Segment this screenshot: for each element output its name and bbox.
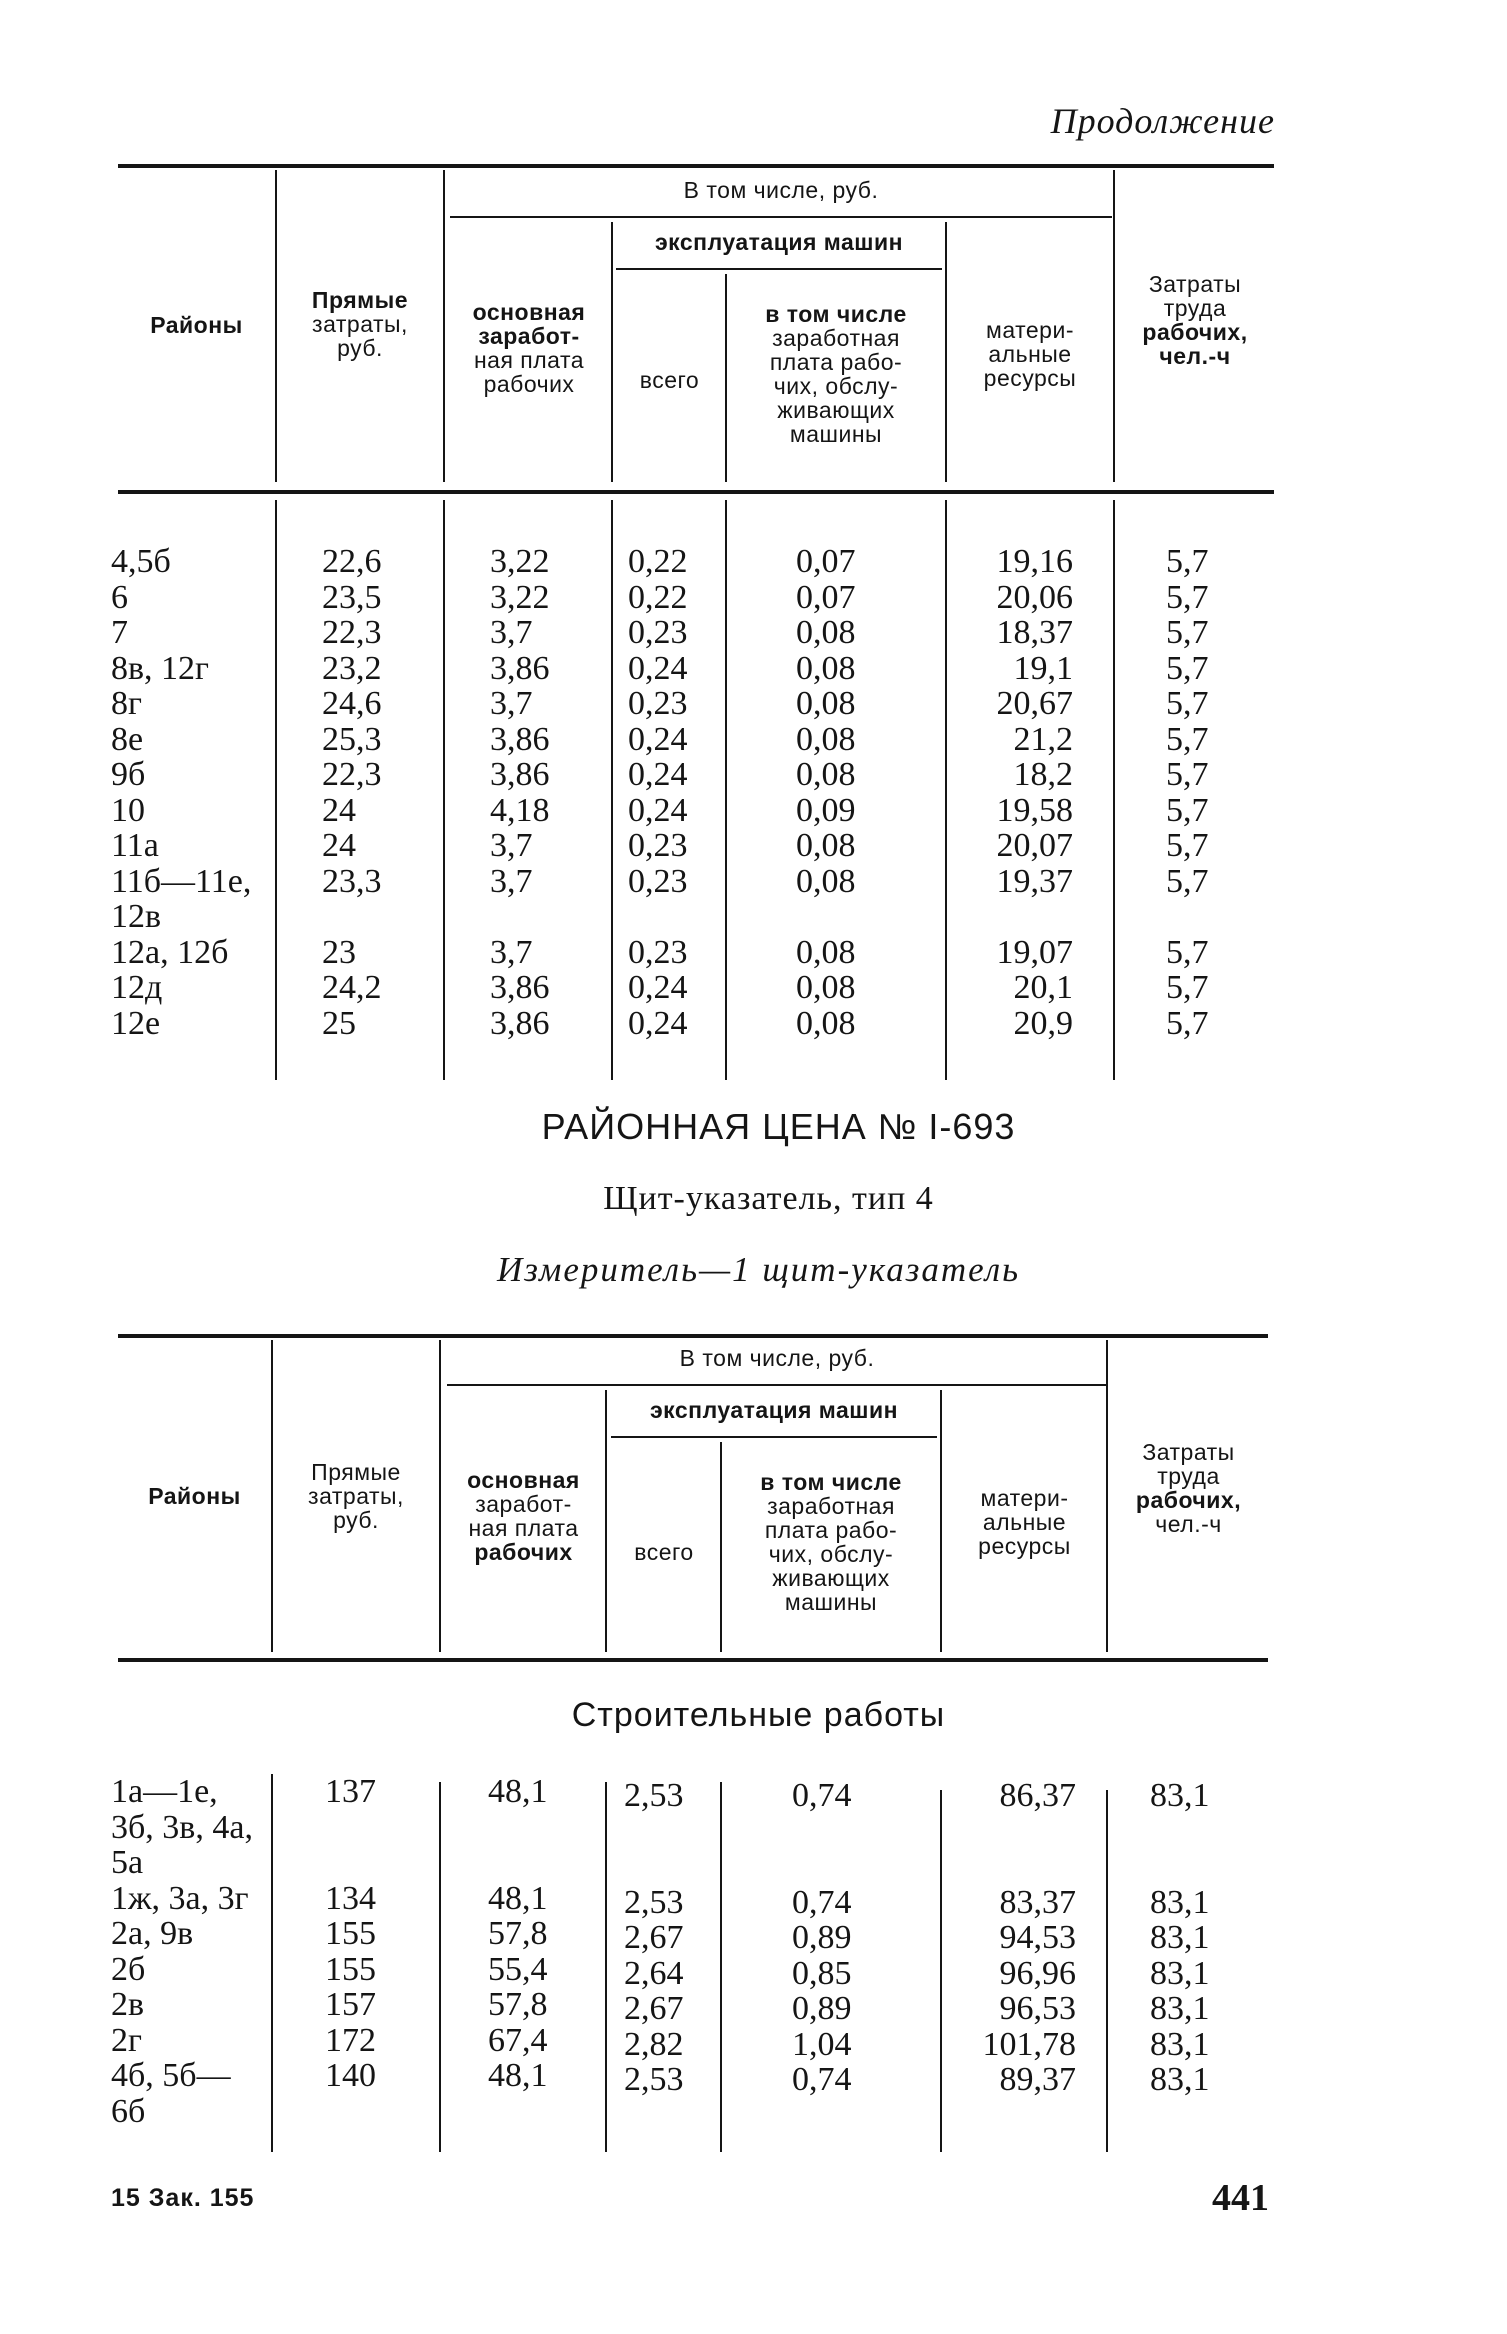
table2-col-materials: матери- альные ресурсы	[978, 1485, 1071, 1559]
table1-col-direct: Прямые затраты, руб.	[311, 287, 409, 361]
table1-col-materials: матери- альные ресурсы	[983, 317, 1077, 391]
table-cell-wages	[488, 1810, 548, 1846]
table-cell-materials: 18,37	[996, 614, 1073, 651]
table-cell-machines-wages: 0,74	[792, 1777, 852, 1814]
table-cell-machines-total: 0,22	[628, 543, 688, 580]
table-cell-regions: 12д	[111, 969, 163, 1006]
table-cell-materials	[945, 899, 1073, 935]
table-cell-materials: 19,07	[996, 933, 1073, 971]
table-cell-machines-total: 0,23	[628, 614, 688, 651]
footer-print-note: 15 Зак. 155	[111, 2184, 255, 2212]
table-cell-direct: 23,2	[322, 649, 382, 687]
table1-col-region: Районы	[150, 312, 243, 338]
table1-machines-total-column	[628, 544, 688, 1041]
table-cell-machines-wages	[796, 899, 856, 935]
table2-col-region: Районы	[148, 1483, 241, 1509]
table2-col-wages: основная заработ- ная плата рабочих	[467, 1467, 580, 1565]
table-cell-machines-wages: 0,08	[796, 649, 856, 687]
table-cell-direct: 155	[325, 1915, 376, 1952]
table-cell-wages	[488, 2094, 548, 2130]
table-cell-machines-total: 2,64	[624, 1954, 684, 1992]
continued-label: Продолжение	[1050, 101, 1275, 141]
table-cell-materials: 83,37	[999, 1883, 1076, 1921]
table-cell-regions: 6	[111, 578, 128, 616]
table-cell-machines-total: 0,23	[628, 685, 688, 722]
page-number: 441	[1212, 2177, 1269, 2219]
table-cell-machines-total: 2,53	[624, 2061, 684, 2098]
table-cell-direct: 22,3	[322, 756, 382, 793]
table-cell-direct	[322, 899, 382, 935]
table-cell-regions: 11б—11е,	[111, 862, 252, 900]
table-cell-direct: 23,3	[322, 862, 382, 900]
table-cell-machines-wages: 0,09	[796, 791, 856, 829]
table2-header-vline	[940, 1390, 942, 1652]
table-cell-labor: 5,7	[1166, 614, 1209, 651]
table1-header-vline	[1113, 170, 1115, 482]
table-cell-machines-wages: 0,89	[792, 1919, 852, 1956]
table2-machines-wages-column	[792, 1778, 852, 2133]
table1-labor-column	[1166, 544, 1209, 1041]
table1-header-vline	[945, 222, 947, 482]
price-title: РАЙОННАЯ ЦЕНА № I-693	[541, 1106, 1016, 1147]
table-cell-wages: 3,7	[490, 614, 533, 651]
table1-header-vline	[725, 274, 727, 482]
table-cell-regions: 11а	[111, 827, 159, 864]
table2-col-labor: Затраты труда рабочих, чел.-ч	[1135, 1439, 1242, 1537]
table-cell-machines-total: 2,67	[624, 1990, 684, 2027]
table-cell-labor: 5,7	[1166, 1004, 1209, 1042]
table-cell-materials: 20,9	[1013, 1004, 1073, 1042]
table-cell-direct: 24,2	[322, 969, 382, 1006]
table-cell-machines-total: 2,53	[624, 1883, 684, 1921]
table-cell-wages: 48,1	[488, 1773, 548, 1810]
table2-body-vline	[605, 1782, 607, 2152]
table-cell-regions: 2в	[111, 1986, 145, 2023]
table2-machines-title: эксплуатация машин	[649, 1397, 899, 1423]
table-cell-materials: 96,53	[999, 1990, 1076, 2027]
table-cell-labor: 5,7	[1166, 791, 1209, 829]
table-cell-machines-wages	[792, 1814, 852, 1850]
table2-regions-column	[111, 1774, 253, 2129]
table1-col-machines-total: всего	[639, 367, 700, 393]
table-cell-machines-total: 0,24	[628, 969, 688, 1006]
table-cell-materials: 20,07	[996, 827, 1073, 864]
table-cell-machines-total: 0,24	[628, 720, 688, 758]
table2-incl-title: В том числе, руб.	[679, 1345, 875, 1371]
table-cell-wages: 67,4	[488, 2021, 548, 2059]
table-cell-labor: 83,1	[1150, 2061, 1210, 2098]
table1-direct-column	[322, 544, 382, 1041]
table1-header-vline	[443, 170, 445, 482]
table-cell-materials: 94,53	[999, 1919, 1076, 1956]
table-cell-wages: 48,1	[488, 2057, 548, 2094]
table-cell-labor: 83,1	[1150, 1883, 1210, 1921]
table-cell-wages: 48,1	[488, 1879, 548, 1917]
table-cell-materials: 20,67	[996, 685, 1073, 722]
table-cell-materials: 86,37	[999, 1777, 1076, 1814]
table1-body-vline	[443, 500, 445, 1080]
table-cell-regions: 12е	[111, 1004, 161, 1042]
table-cell-wages: 3,86	[490, 969, 550, 1006]
table-cell-materials: 21,2	[1013, 720, 1073, 758]
table-cell-direct	[325, 1845, 376, 1881]
table-cell-regions: 8г	[111, 685, 142, 722]
table-cell-machines-wages: 0,07	[796, 578, 856, 616]
table-cell-regions: 12в	[111, 898, 162, 935]
table-cell-direct: 22,3	[322, 614, 382, 651]
table1-body-vline	[275, 500, 277, 1080]
table1-header-vline	[275, 170, 277, 482]
table2-col-machines-wages: в том числе заработная плата рабо- чих, обслу- живающих машины	[760, 1469, 902, 1615]
table-cell-machines-wages: 0,08	[796, 1004, 856, 1042]
table-cell-direct: 25	[322, 1004, 356, 1042]
table-cell-machines-total: 2,53	[624, 1777, 684, 1814]
table-cell-wages: 55,4	[488, 1950, 548, 1988]
table-cell-regions: 7	[111, 614, 128, 651]
table-cell-wages: 3,86	[490, 720, 550, 758]
section-title: Строительные работы	[571, 1696, 946, 1734]
table-cell-regions: 9б	[111, 756, 146, 793]
table-cell-regions: 4,5б	[111, 543, 171, 580]
table-cell-regions: 2б	[111, 1950, 146, 1988]
table-cell-labor: 5,7	[1166, 720, 1209, 758]
table2-header-vline	[605, 1390, 607, 1652]
table-cell-materials: 18,2	[1013, 756, 1073, 793]
table-cell-labor: 83,1	[1150, 2025, 1210, 2063]
table-cell-materials: 20,06	[996, 578, 1073, 616]
table-cell-direct: 24,6	[322, 685, 382, 722]
table-cell-wages: 4,18	[490, 791, 550, 829]
table-cell-materials: 19,16	[996, 543, 1073, 580]
table-cell-direct: 24	[322, 827, 356, 864]
table1-col-wages: основная заработ- ная плата рабочих	[472, 299, 586, 397]
table1-incl-rule	[450, 216, 1112, 218]
table2-header-vline	[439, 1340, 441, 1652]
table-cell-materials: 101,78	[982, 2025, 1076, 2063]
table-cell-machines-wages: 1,04	[792, 2025, 852, 2063]
table-cell-materials: 19,58	[996, 791, 1073, 829]
table2-body-vline	[439, 1782, 441, 2152]
table-cell-regions: 8е	[111, 720, 144, 758]
table-cell-machines-wages: 0,08	[796, 933, 856, 971]
table-cell-direct	[325, 1810, 376, 1846]
table-cell-machines-total: 0,24	[628, 649, 688, 687]
table-cell-machines-total: 0,23	[628, 933, 688, 971]
table-cell-labor	[1150, 1814, 1210, 1850]
table-cell-materials: 20,1	[1013, 969, 1073, 1006]
table-cell-wages: 3,7	[490, 862, 533, 900]
table-cell-labor	[1150, 2098, 1210, 2134]
table-cell-machines-wages: 0,08	[796, 756, 856, 793]
table-cell-wages: 3,22	[490, 543, 550, 580]
table-cell-labor: 83,1	[1150, 1777, 1210, 1814]
table-cell-labor: 5,7	[1166, 756, 1209, 793]
table-cell-machines-total: 0,24	[628, 1004, 688, 1042]
table-cell-direct: 137	[325, 1773, 376, 1810]
table2-machines-total-column	[624, 1778, 684, 2133]
table1-machines-rule	[616, 268, 942, 270]
table-cell-wages: 3,22	[490, 578, 550, 616]
table-cell-wages: 3,86	[490, 649, 550, 687]
table-cell-machines-wages: 0,08	[796, 720, 856, 758]
table-cell-machines-wages: 0,74	[792, 1883, 852, 1921]
table1-materials-column	[945, 544, 1073, 1041]
table2-machines-rule	[611, 1436, 937, 1438]
measure-title: Измеритель—1 щит-указатель	[496, 1250, 1021, 1289]
table-cell-labor: 5,7	[1166, 827, 1209, 864]
table-cell-labor: 5,7	[1166, 543, 1209, 580]
table-cell-regions: 5а	[111, 1844, 144, 1881]
table2-body-vline	[720, 1782, 722, 2152]
table-cell-labor: 5,7	[1166, 969, 1209, 1006]
table-cell-machines-total: 2,82	[624, 2025, 684, 2063]
table-cell-labor: 83,1	[1150, 1990, 1210, 2027]
table-cell-machines-wages: 0,08	[796, 827, 856, 864]
table-cell-machines-total	[628, 899, 688, 935]
table1-top-rule	[118, 164, 1274, 168]
table-cell-wages: 57,8	[488, 1986, 548, 2023]
table2-header-vline	[271, 1340, 273, 1652]
table-cell-regions: 6б	[111, 2092, 146, 2130]
table-cell-direct: 134	[325, 1879, 376, 1917]
table-cell-machines-wages: 0,08	[796, 614, 856, 651]
table1-body-vline	[611, 500, 613, 1080]
table-cell-labor: 5,7	[1166, 578, 1209, 616]
table-cell-machines-total	[624, 1849, 684, 1885]
table-cell-labor: 5,7	[1166, 685, 1209, 722]
table-cell-direct: 23,5	[322, 578, 382, 616]
table1-incl-title: В том числе, руб.	[683, 177, 879, 203]
table-cell-machines-wages: 0,08	[796, 969, 856, 1006]
table-cell-direct: 172	[325, 2021, 376, 2059]
table-cell-materials	[940, 1849, 1076, 1885]
table-cell-labor	[1166, 899, 1209, 935]
table-cell-machines-wages: 0,74	[792, 2061, 852, 2098]
table2-body-vline	[271, 1774, 273, 2152]
table-cell-machines-wages: 0,85	[792, 1954, 852, 1992]
table-cell-materials	[940, 1814, 1076, 1850]
table2-labor-column	[1150, 1778, 1210, 2133]
table2-wages-column	[488, 1774, 548, 2129]
table-cell-materials: 89,37	[999, 2061, 1076, 2098]
table-cell-machines-wages: 0,89	[792, 1990, 852, 2027]
table-cell-labor: 5,7	[1166, 862, 1209, 900]
table-cell-materials: 19,37	[996, 862, 1073, 900]
table-cell-direct: 24	[322, 791, 356, 829]
table-cell-machines-wages: 0,08	[796, 862, 856, 900]
table-cell-materials	[940, 2098, 1076, 2134]
table-cell-machines-total: 0,23	[628, 862, 688, 900]
table-cell-regions: 10	[111, 791, 145, 829]
table2-incl-rule	[447, 1384, 1107, 1386]
table-cell-regions: 4б, 5б—	[111, 2057, 231, 2094]
table1-machines-wages-column	[796, 544, 856, 1041]
table-cell-direct: 22,6	[322, 543, 382, 580]
table-cell-wages: 3,7	[490, 685, 533, 722]
table-cell-regions: 2г	[111, 2021, 142, 2059]
table-cell-direct: 23	[322, 933, 356, 971]
table2-col-machines-total: всего	[634, 1539, 694, 1565]
table-cell-materials: 19,1	[1013, 649, 1073, 687]
table2-materials-column	[940, 1778, 1076, 2133]
table-cell-machines-total	[624, 2098, 684, 2134]
table2-direct-column	[325, 1774, 376, 2129]
item-title: Щит-указатель, тип 4	[603, 1180, 934, 1217]
table2-header-bottom-rule	[118, 1658, 1268, 1662]
table2-top-rule	[118, 1334, 1268, 1338]
table-cell-regions: 3б, 3в, 4а,	[111, 1808, 253, 1846]
table-cell-materials: 96,96	[999, 1954, 1076, 1992]
table1-body-vline	[725, 500, 727, 1080]
table-cell-regions: 1а—1е,	[111, 1773, 218, 1810]
table1-header-bottom-rule	[118, 490, 1274, 494]
table-cell-regions: 2а, 9в	[111, 1915, 194, 1952]
table-cell-regions: 1ж, 3а, 3г	[111, 1879, 249, 1917]
table2-body-vline	[1106, 1790, 1108, 2152]
table-cell-machines-total	[624, 1814, 684, 1850]
table2-header-vline	[1106, 1340, 1108, 1652]
table-cell-wages: 3,7	[490, 933, 533, 971]
table-cell-machines-wages: 0,07	[796, 543, 856, 580]
table-cell-direct: 25,3	[322, 720, 382, 758]
table-cell-direct: 157	[325, 1986, 376, 2023]
table-cell-machines-total: 0,22	[628, 578, 688, 616]
table-cell-regions: 8в, 12г	[111, 649, 209, 687]
table2-col-direct: Прямые затраты, руб.	[308, 1459, 404, 1533]
table-cell-direct	[325, 2094, 376, 2130]
table-cell-labor	[1150, 1849, 1210, 1885]
table-cell-wages: 3,86	[490, 1004, 550, 1042]
table-cell-machines-total: 2,67	[624, 1919, 684, 1956]
table-cell-wages: 57,8	[488, 1915, 548, 1952]
table-cell-machines-total: 0,23	[628, 827, 688, 864]
table-cell-wages	[488, 1845, 548, 1881]
table-cell-wages	[490, 899, 550, 935]
table-cell-regions: 12а, 12б	[111, 933, 229, 971]
table1-body-vline	[1113, 500, 1115, 1080]
table2-header-vline	[720, 1442, 722, 1652]
table-cell-machines-total: 0,24	[628, 791, 688, 829]
table-cell-wages: 3,7	[490, 827, 533, 864]
table1-col-labor: Затраты труда рабочих, чел.-ч	[1142, 271, 1248, 369]
table-cell-direct: 140	[325, 2057, 376, 2094]
table1-col-machines-wages: в том числе заработная плата рабо- чих, обслу- живающих машины	[765, 301, 907, 447]
table-cell-labor: 83,1	[1150, 1919, 1210, 1956]
table-cell-machines-total: 0,24	[628, 756, 688, 793]
table-cell-machines-wages	[792, 2098, 852, 2134]
table-cell-labor: 83,1	[1150, 1954, 1210, 1992]
table-cell-labor: 5,7	[1166, 933, 1209, 971]
table-cell-wages: 3,86	[490, 756, 550, 793]
table1-machines-title: эксплуатация машин	[654, 229, 904, 255]
table1-wages-column	[490, 544, 550, 1041]
table-cell-machines-wages: 0,08	[796, 685, 856, 722]
table1-regions-column	[111, 544, 251, 1041]
table-cell-direct: 155	[325, 1950, 376, 1988]
table-cell-machines-wages	[792, 1849, 852, 1885]
table-cell-labor: 5,7	[1166, 649, 1209, 687]
